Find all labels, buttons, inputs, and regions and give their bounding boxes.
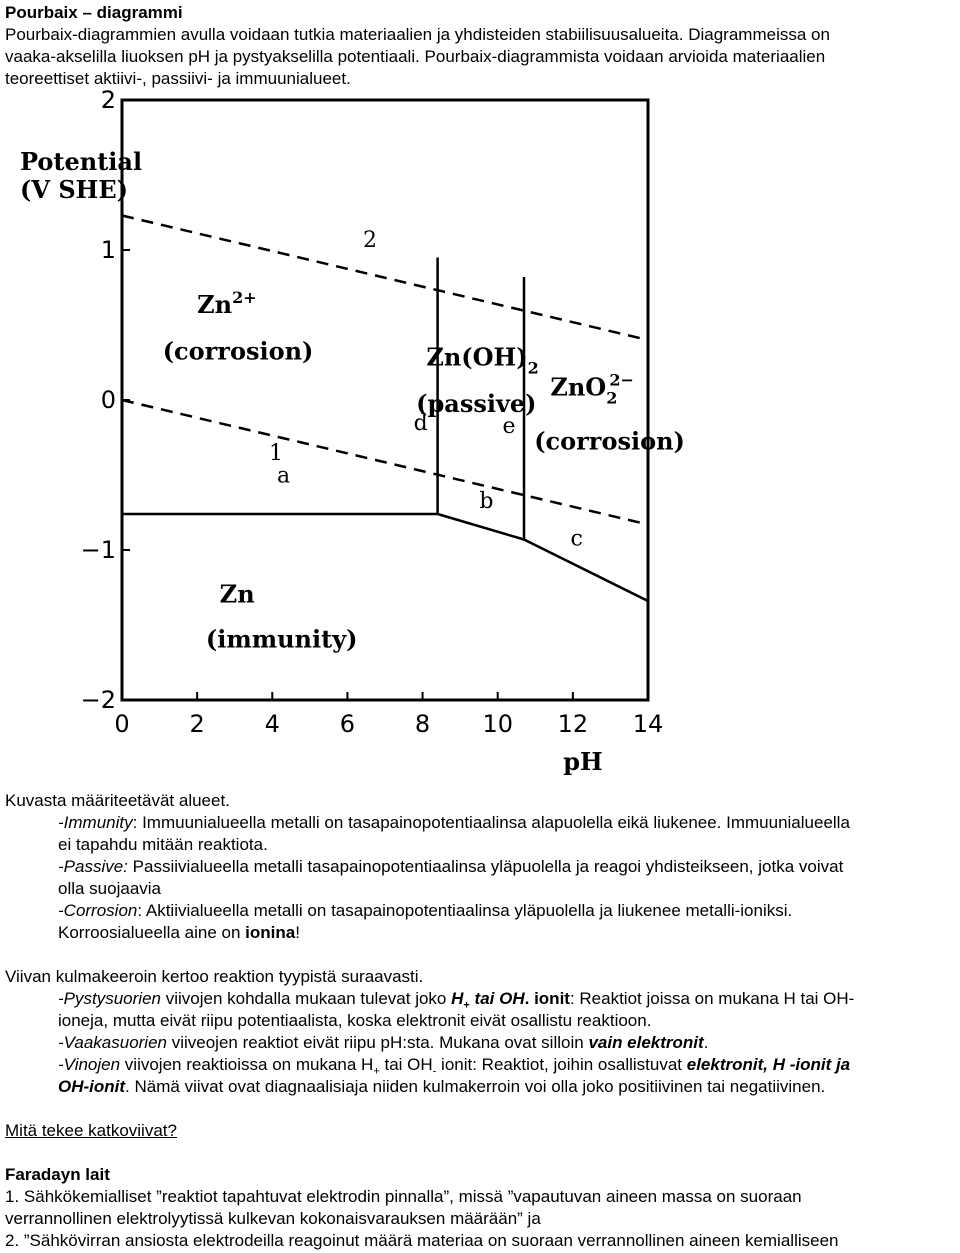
vino-text-2: tai OH <box>379 1055 433 1074</box>
region-note-0: (corrosion) <box>162 336 314 366</box>
region-label-2 <box>550 371 634 408</box>
corrosion-text: : Aktiivialueella metalli on tasapainopotentiaalinsa yläpuolella ja liukenee metalli-ioniksi. <box>137 901 793 920</box>
x-tick-label: 4 <box>264 710 280 738</box>
region-formula-sub: 2 <box>606 388 618 408</box>
faraday-law-1-cont: verrannollinen elektrolyytissä kulkevan kokonaisvarauksen määrään” ja <box>5 1209 541 1228</box>
vino-text: viivojen reaktioissa on mukana H <box>120 1055 374 1074</box>
line-label-c: c <box>570 526 583 552</box>
line-label-e: e <box>502 414 516 439</box>
vino-line2-bold: OH-ionit <box>58 1077 126 1096</box>
vino-term: -Vinojen <box>58 1055 121 1074</box>
region-label-3 <box>220 580 255 609</box>
region-label-0 <box>197 288 257 319</box>
vaaka-term: -Vaakasuorien <box>58 1033 167 1052</box>
passive-text: Passiivialueella metalli tasapainopotentiaalinsa yläpuolella ja reagoi yhdisteikseen, jotka voivat <box>127 857 844 876</box>
passive-term: -Passive: <box>58 857 128 876</box>
y-tick-label: 1 <box>100 236 116 264</box>
region-formula-sup: 2− <box>609 370 634 390</box>
passive-line-2: olla suojaavia <box>58 879 162 898</box>
intro-line-2: vaaka-akselilla liuoksen pH ja pystyakselilla potentiaali. Pourbaix-diagrammista voidaan arvioida materiaalien <box>5 47 826 66</box>
pysty-term: -Pystysuorien <box>58 989 161 1008</box>
pysty-line-2: ioneja, mutta eivät riipu potentiaalista, koska elektronit eivät osallistu reaktioon. <box>58 1011 652 1030</box>
kuvasta-line: Kuvasta määriteetävät alueet. <box>5 791 230 810</box>
region-formula: ZnO <box>550 372 607 402</box>
x-tick-label: 6 <box>339 710 356 738</box>
y-tick-label: 0 <box>100 386 116 414</box>
line-label-b: b <box>479 489 494 514</box>
vaaka-text: viiveojen reaktiot eivät riipu pH:sta. Mukana ovat silloin <box>167 1033 589 1052</box>
region-formula: Zn(OH) <box>426 342 528 372</box>
pysty-h: H <box>451 989 464 1008</box>
vino-line: -Vinojen viivojen reaktioissa on mukana $H_+$ tai $OH_-$ ionit: Reaktiot, joihin osallistuvat elektronit, H -ionit ja <box>58 1055 851 1078</box>
immunity-term: -Immunity <box>58 813 133 832</box>
region-note-3: (immunity) <box>205 624 358 654</box>
kulma-line: Viivan kulmakeeroin kertoo reaktion tyypistä suraavasti. <box>5 967 424 986</box>
pysty-text: viivojen kohdalla mukaan tulevat joko <box>160 989 452 1008</box>
vino-text-3: ionit: Reaktiot, joihin osallistuvat <box>436 1055 687 1074</box>
faraday-heading: Faradayn lait <box>5 1165 110 1184</box>
pysty-line: -Pystysuorien viivojen kohdalla mukaan tulevat joko $H_+$ tai OH. ionit: Reaktiot joissa on mukana H tai OH- <box>58 989 855 1012</box>
vaaka-line <box>58 1032 708 1054</box>
vino-line2-text: . Nämä viivat ovat diagnaalisiaja niiden kulmakerroin voi olla joko positiivinen tai negatiivinen. <box>125 1077 826 1096</box>
corrosion-bold: ionina <box>245 923 296 942</box>
boundary-line-2 <box>122 216 648 341</box>
boundary-line-1 <box>122 400 648 525</box>
x-tick-label: 2 <box>189 710 205 738</box>
corrosion-line-2 <box>58 922 300 944</box>
y-tick-label: −2 <box>80 686 116 714</box>
y-axis-label-line-2: (V SHE) <box>20 175 128 204</box>
immunity-line-2: ei tapahdu mitään reaktiota. <box>58 835 268 854</box>
vino-line-2 <box>58 1076 825 1098</box>
region-note-1: (passive) <box>416 389 537 418</box>
faraday-law-1: 1. Sähkökemialliset ”reaktiot tapahtuvat elektrodin pinnalla”, missä ”vapautuvan aineen massa on suoraan <box>5 1187 802 1206</box>
vaaka-end: . <box>703 1033 709 1052</box>
region-formula-sub: 2 <box>527 358 539 378</box>
corrosion-text-2b: ! <box>295 923 300 942</box>
x-tick-label: 12 <box>557 710 589 738</box>
corrosion-term: -Corrosion <box>58 901 138 920</box>
corrosion-text-2a: Korroosialueella aine on <box>58 923 246 942</box>
y-tick-label: −1 <box>80 536 116 564</box>
x-axis-label: pH <box>563 747 603 776</box>
region-formula: Zn <box>219 579 255 609</box>
region-note-2: (corrosion) <box>534 426 685 456</box>
pourbaix-diagram <box>0 86 685 780</box>
intro-line-1: Pourbaix-diagrammien avulla voidaan tutkia materiaalien ja yhdisteiden stabiilisuusalueita. Diagrammeissa on <box>5 25 830 44</box>
dashed-lines-question: Mitä tekee katkoviivat? <box>5 1121 177 1140</box>
intro-line-3: teoreettiset aktiivi-, passiivi- ja immuunialueet. <box>5 69 351 88</box>
line-label-2: 2 <box>362 228 377 253</box>
pysty-oh: tai OH <box>469 989 525 1008</box>
pysty-ionit: . ionit <box>524 989 570 1008</box>
x-tick-label: 14 <box>632 710 664 738</box>
y-tick-label: 2 <box>100 86 116 114</box>
line-label-1: 1 <box>269 441 284 466</box>
line-label-a: a <box>276 463 291 489</box>
y-axis-label-line-1: Potential <box>20 147 143 176</box>
region-formula-sup: 2+ <box>232 288 257 307</box>
boundary-line-b <box>438 514 524 540</box>
vino-bold: elektronit, H -ionit ja <box>686 1055 851 1074</box>
x-tick-label: 10 <box>482 710 513 738</box>
vaaka-bold: vain elektronit <box>588 1033 704 1052</box>
x-tick-label: 8 <box>414 710 431 738</box>
region-formula: Zn <box>197 290 233 319</box>
region-label-1 <box>426 343 538 378</box>
line-label-d: d <box>413 411 428 436</box>
passive-line <box>58 856 843 878</box>
immunity-line <box>58 812 850 834</box>
page-title: Pourbaix – diagrammi <box>5 3 183 22</box>
immunity-text: : Immuunialueella metalli on tasapainopotentiaalinsa alapuolella eikä liukenee. Immuunialueella <box>132 813 850 832</box>
pysty-text-2: : Reaktiot joissa on mukana H tai OH- <box>569 989 855 1008</box>
faraday-law-2: 2. ”Sähkövirran ansiosta elektrodeilla reagoinut määrä materiaa on suoraan verrannollinen aineen kemialliseen <box>5 1231 839 1250</box>
corrosion-line <box>58 900 792 922</box>
x-tick-label: 0 <box>114 710 130 738</box>
boundary-line-c <box>524 540 648 602</box>
